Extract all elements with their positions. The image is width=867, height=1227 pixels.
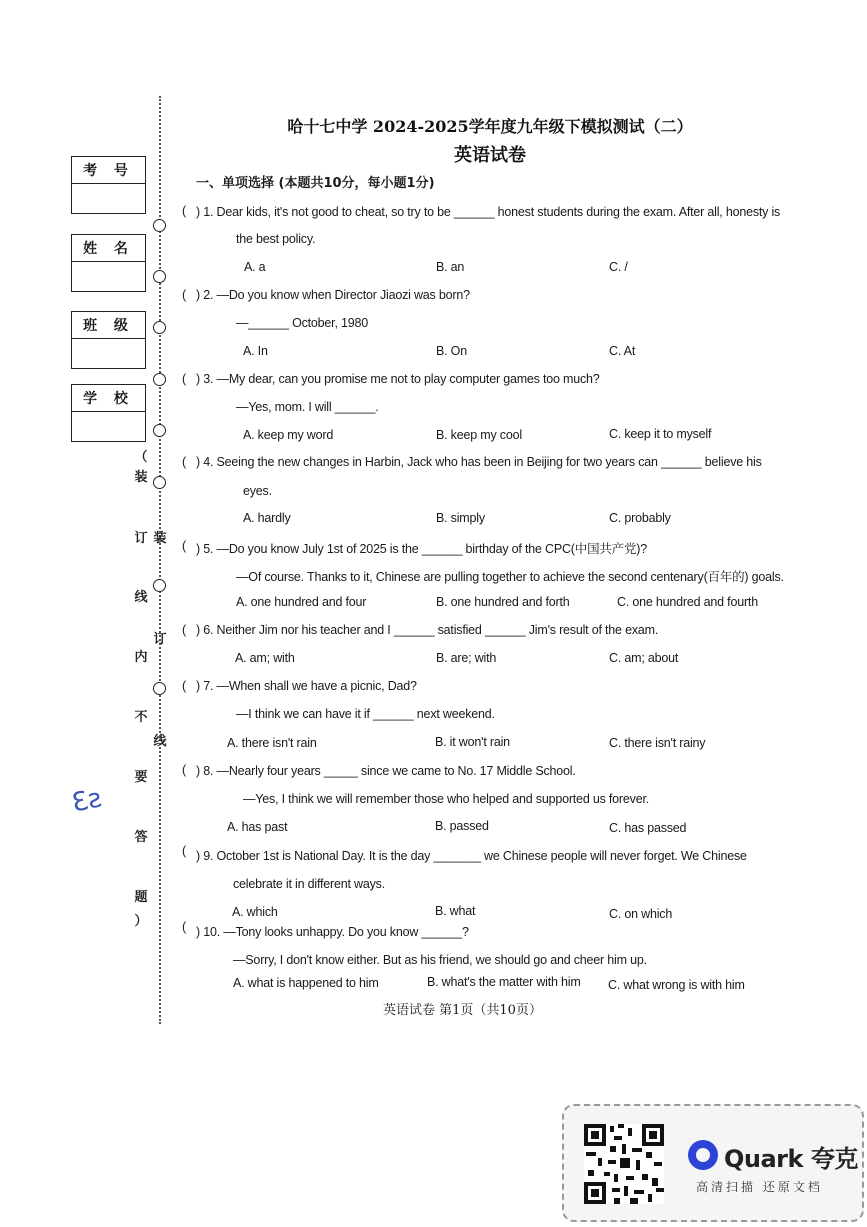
option-a: A. one hundred and four — [236, 595, 367, 609]
binding-text-inner-char: 线 — [153, 734, 167, 749]
question-paren: ( — [182, 455, 186, 469]
binding-text-inner-char: 装 — [153, 531, 167, 546]
question-text: —Yes, I think we will remember those who helped and supported us forever. — [243, 792, 649, 806]
question-text: eyes. — [243, 484, 272, 498]
question-text: ) 2. —Do you know when Director Jiaozi was born? — [196, 288, 470, 302]
option-c: C. keep it to myself — [609, 427, 712, 441]
question-paren: ( — [182, 679, 186, 693]
option-b: B. On — [436, 344, 467, 358]
option-c: C. there isn't rainy — [609, 736, 706, 750]
option-a: A. In — [243, 344, 268, 358]
exam-title: 哈十七中学 2024-2025学年度九年级下模拟测试（二） — [287, 117, 693, 136]
option-b: B. what's the matter with him — [427, 975, 581, 989]
option-a: A. there isn't rain — [227, 736, 317, 750]
binding-hole — [153, 476, 166, 489]
binding-hole — [153, 682, 166, 695]
binding-text-char: 内 — [134, 650, 148, 665]
page-footer: 英语试卷 第1页（共10页） — [383, 1003, 542, 1018]
option-c: C. one hundred and fourth — [617, 595, 758, 609]
binding-text-inner-char: 订 — [153, 632, 167, 647]
question-text: —Of course. Thanks to it, Chinese are pulling together to achieve the second centenary(百年的) goals. — [236, 570, 784, 584]
binding-hole — [153, 321, 166, 334]
binding-text-char: 订 — [134, 531, 148, 546]
question-text: ) 8. —Nearly four years _____ since we came to No. 17 Middle School. — [196, 764, 576, 778]
question-text: ) 6. Neither Jim nor his teacher and I ______ satisfied ______ Jim's result of the exam. — [196, 623, 659, 637]
option-b: B. simply — [436, 511, 485, 525]
binding-dotted-line — [159, 96, 161, 1024]
option-c: C. has passed — [609, 821, 687, 835]
binding-hole — [153, 373, 166, 386]
question-text: ) 5. —Do you know July 1st of 2025 is the ______ birthday of the CPC(中国共产党)? — [196, 542, 647, 556]
question-paren: ( — [182, 920, 186, 934]
option-b: B. an — [436, 260, 465, 274]
option-c: C. what wrong is with him — [608, 978, 745, 992]
option-a: A. hardly — [243, 511, 291, 525]
binding-hole — [153, 219, 166, 232]
quark-watermark — [562, 1104, 864, 1222]
binding-hole — [153, 579, 166, 592]
class-label: 班 级 — [72, 312, 145, 339]
question-paren: ( — [182, 623, 186, 637]
binding-text-char: 不 — [134, 710, 148, 725]
option-a: A. has past — [227, 820, 288, 834]
option-c: C. / — [609, 260, 628, 274]
option-b: B. passed — [435, 819, 489, 833]
question-text: —______ October, 1980 — [236, 316, 369, 330]
option-c: C. on which — [609, 907, 673, 921]
question-paren: ( — [182, 204, 186, 218]
binding-text-char: ） — [134, 914, 148, 929]
option-a: A. a — [244, 260, 266, 274]
name-box[interactable] — [71, 234, 146, 292]
exam-number-box[interactable] — [71, 156, 146, 214]
quark-slogan: 高清扫描 还原文档 — [696, 1180, 823, 1194]
question-text: —I think we can have it if ______ next weekend. — [236, 707, 495, 721]
question-paren: ( — [182, 539, 186, 553]
binding-text-char: 题 — [134, 890, 148, 905]
binding-hole — [153, 424, 166, 437]
option-a: A. am; with — [235, 651, 295, 665]
question-text: ) 1. Dear kids, it's not good to cheat, so try to be ______ honest students during the exam. After all, honesty is — [196, 205, 781, 219]
exam-number-label: 考 号 — [72, 157, 145, 184]
binding-hole — [153, 270, 166, 283]
option-a: A. what is happened to him — [233, 976, 379, 990]
option-a: A. keep my word — [243, 428, 334, 442]
binding-text-char: 要 — [134, 770, 148, 785]
quark-brand: Quark 夸克 — [724, 1145, 858, 1173]
school-box[interactable] — [71, 384, 146, 442]
question-text: ) 9. October 1st is National Day. It is the day _______ we Chinese people will never forget. We Chinese — [196, 849, 747, 863]
exam-subtitle: 英语试卷 — [454, 145, 526, 166]
question-text: ) 3. —My dear, can you promise me not to play computer games too much? — [196, 372, 600, 386]
option-b: B. are; with — [436, 651, 497, 665]
question-text: ) 10. —Tony looks unhappy. Do you know ______? — [196, 925, 469, 939]
option-b: B. keep my cool — [436, 428, 522, 442]
quark-logo-icon — [688, 1140, 718, 1170]
qr-code-icon — [584, 1124, 664, 1204]
option-a: A. which — [232, 905, 278, 919]
section-title: 一、单项选择 (本题共10分，每小题1分) — [196, 176, 435, 191]
option-b: B. one hundred and forth — [436, 595, 570, 609]
binding-text-char: 答 — [134, 830, 148, 845]
handwritten-score-mark: Ɛƨ — [69, 783, 105, 819]
question-text: the best policy. — [236, 232, 316, 246]
class-box[interactable] — [71, 311, 146, 369]
question-paren: ( — [182, 763, 186, 777]
option-b: B. what — [435, 904, 476, 918]
question-text: ) 4. Seeing the new changes in Harbin, Jack who has been in Beijing for two years can ______ believe his — [196, 455, 762, 469]
binding-text-char: （ — [134, 450, 148, 465]
binding-text-char: 装 — [134, 470, 148, 485]
question-text: ) 7. —When shall we have a picnic, Dad? — [196, 679, 417, 693]
option-c: C. am; about — [609, 651, 679, 665]
question-text: celebrate it in different ways. — [233, 877, 385, 891]
option-c: C. probably — [609, 511, 671, 525]
question-text: —Sorry, I don't know either. But as his friend, we should go and cheer him up. — [233, 953, 647, 967]
school-label: 学 校 — [72, 385, 145, 412]
question-text: —Yes, mom. I will ______. — [236, 400, 379, 414]
name-label: 姓 名 — [72, 235, 145, 262]
binding-text-char: 线 — [134, 590, 148, 605]
question-paren: ( — [182, 844, 186, 858]
question-paren: ( — [182, 372, 186, 386]
question-paren: ( — [182, 288, 186, 302]
option-c: C. At — [609, 344, 636, 358]
option-b: B. it won't rain — [435, 735, 510, 749]
